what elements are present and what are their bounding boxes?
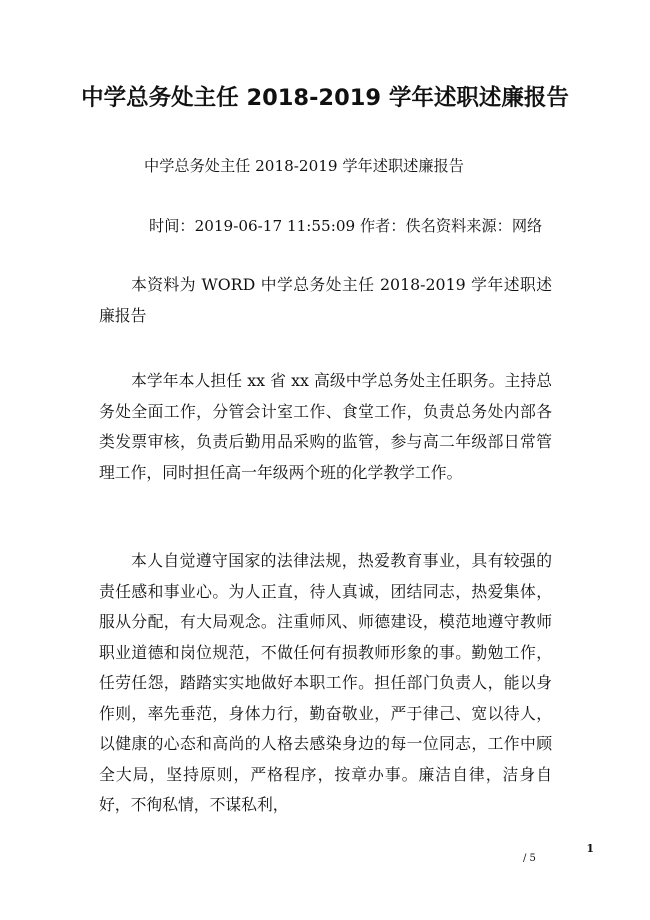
document-meta: 时间：2019-06-17 11:55:09 作者：佚名资料来源：网络 [149,217,543,235]
paragraph: 本学年本人担任 xx 省 xx 高级中学总务处主任职务。主持总务处全面工作，分管会计室工作、食堂工作，负责总务处内部各类发票审核，负责后勤用品采购的监管，参与高二年级部日常管理工作，同时担任高一年级两个班的化学教学工作。 [99,371,552,482]
page-total: / 5 [523,853,536,864]
page-number: 1 [586,842,594,855]
paragraph: 本资料为 WORD 中学总务处主任 2018-2019 学年述职述廉报告 [99,275,552,325]
document-subtitle: 中学总务处主任 2018-2019 学年述职述廉报告 [144,157,464,175]
paragraph: 本人自觉遵守国家的法律法规，热爱教育事业，具有较强的责任感和事业心。为人正直，待人真诚，团结同志，热爱集体，服从分配，有大局观念。注重师风、师德建设，模范地遵守教师职业道德和岗位规范，不做任何有损教师形象的事。勤勉工作，任劳任怨，踏踏实实地做好本职工作。担任部门负责人，能以身作则，率先垂范，身体力行，勤奋敬业，严于律己、宽以待人，以健康的心态和高尚的人格去感染身边的每一位同志，工作中顾全大局，坚持原则，严格程序，按章办事。廉洁自律，洁身自好，不徇私情，不谋私利， [99,551,552,814]
document-title: 中学总务处主任 2018-2019 学年述职述廉报告 [81,85,569,111]
